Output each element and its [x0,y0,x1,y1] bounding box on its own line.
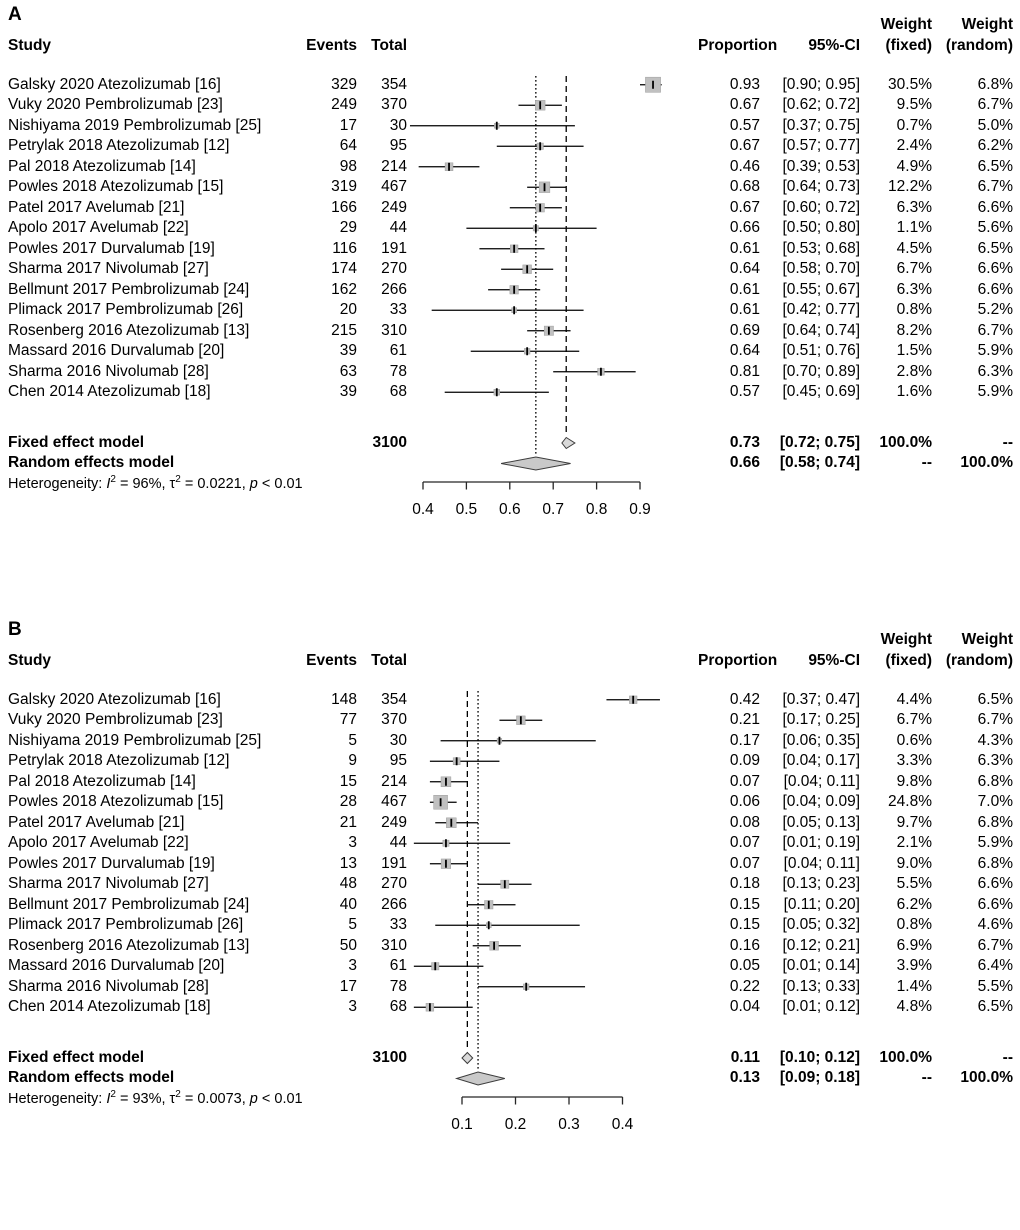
study-total: 310 [381,321,407,339]
axis-tick-label: 0.5 [455,501,478,518]
study-weight-fixed: 6.2% [896,895,932,913]
random-effects-proportion: 0.13 [729,1069,760,1086]
random-effects-weight-fixed: -- [921,454,932,471]
study-weight-fixed: 1.5% [896,342,932,359]
axis-tick-label: 0.4 [611,1116,634,1133]
study-name: Sharma 2017 Nivolumab [27] [8,875,209,892]
header-line-2 [0,652,1020,670]
study-weight-random: 6.7% [977,321,1013,339]
study-events: 98 [339,157,357,175]
study-ci: [0.17; 0.25] [782,711,860,728]
study-weight-random: 6.8% [977,75,1013,93]
study-name: Sharma 2016 Nivolumab [28] [8,362,209,380]
study-total: 249 [381,198,407,216]
study-name: Nishiyama 2019 Pembrolizumab [25] [8,731,262,749]
study-total: 270 [381,875,407,892]
study-name: Vuky 2020 Pembrolizumab [23] [8,711,223,728]
study-name: Sharma 2017 Nivolumab [27] [8,260,209,277]
study-weight-fixed: 2.1% [896,834,932,851]
study-events: 174 [331,260,357,277]
study-proportion: 0.15 [729,895,760,913]
study-proportion: 0.81 [729,362,760,380]
study-weight-random: 5.0% [977,116,1013,134]
study-total: 266 [381,280,407,298]
study-events: 20 [339,301,357,318]
random-effects-diamond [501,457,570,470]
study-name: Chen 2014 Atezolizumab [18] [8,383,211,400]
study-total: 191 [381,239,407,257]
study-proportion: 0.07 [729,772,760,790]
study-events: 329 [331,75,357,93]
study-weight-random: 4.6% [977,916,1013,933]
study-proportion: 0.05 [729,957,760,974]
study-weight-random: 7.0% [977,793,1013,810]
study-events: 17 [339,116,357,134]
study-total: 30 [389,731,407,749]
col-weight-fixed-header: (fixed) [885,37,932,54]
study-events: 215 [331,321,357,339]
col-total-header: Total [371,37,407,54]
study-total: 44 [389,834,407,851]
axis-tick-label: 0.9 [629,501,651,518]
fixed-effect-diamond [562,438,575,449]
study-proportion: 0.68 [729,178,760,195]
study-ci: [0.53; 0.68] [782,239,860,257]
study-ci: [0.04; 0.17] [782,752,860,769]
study-weight-random: 5.9% [977,834,1013,851]
fixed-effect-weight-random: -- [1002,433,1013,451]
study-events: 40 [339,895,357,913]
study-ci: [0.39; 0.53] [782,157,860,175]
study-events: 64 [339,137,357,154]
study-name: Powles 2018 Atezolizumab [15] [8,178,224,195]
study-name: Rosenberg 2016 Atezolizumab [13] [8,321,250,339]
study-events: 29 [339,219,357,236]
study-weight-fixed: 0.6% [896,731,932,749]
study-events: 15 [339,772,357,790]
study-events: 148 [331,690,357,708]
study-events: 319 [331,178,357,195]
fixed-effect-label: Fixed effect model [8,1048,145,1066]
heterogeneity-note: Heterogeneity: $I^2 = 93\%$, $\tau^2 = 0.0073$, p < 0.01 [8,1088,303,1107]
study-weight-fixed: 4.4% [896,690,932,708]
study-total: 61 [389,957,407,974]
study-total: 467 [381,793,407,810]
study-total: 249 [381,813,407,831]
study-total: 78 [389,977,407,995]
axis-tick-label: 0.8 [585,501,608,518]
study-weight-fixed: 8.2% [896,321,932,339]
study-weight-random: 4.3% [977,731,1013,749]
forest-plot-area [405,685,705,1150]
study-weight-fixed: 0.8% [896,301,932,318]
fixed-effect-label: Fixed effect model [8,433,145,451]
heterogeneity-note: Heterogeneity: $I^2 = 96\%$, $\tau^2 = 0.0221$, p < 0.01 [8,473,303,492]
study-events: 5 [348,916,357,933]
study-name: Bellmunt 2017 Pembrolizumab [24] [8,280,250,298]
study-events: 3 [348,998,357,1015]
study-total: 310 [381,936,407,954]
study-name: Vuky 2020 Pembrolizumab [23] [8,96,223,113]
study-weight-fixed: 6.3% [896,280,932,298]
study-ci: [0.12; 0.21] [782,936,860,954]
study-name: Massard 2016 Durvalumab [20] [8,957,225,974]
study-name: Powles 2017 Durvalumab [19] [8,239,215,257]
study-weight-random: 6.7% [977,711,1013,728]
study-name: Apolo 2017 Avelumab [22] [8,219,189,236]
study-events: 21 [339,813,357,831]
random-effects-proportion: 0.66 [729,454,760,471]
study-name: Galsky 2020 Atezolizumab [16] [8,75,221,93]
fixed-effect-proportion: 0.11 [730,1048,760,1066]
random-effects-weight-fixed: -- [921,1069,932,1086]
study-weight-random: 6.3% [977,752,1013,769]
study-proportion: 0.57 [729,116,760,134]
study-events: 166 [331,198,357,216]
study-total: 214 [381,157,407,175]
study-weight-fixed: 1.4% [896,977,932,995]
study-proportion: 0.61 [729,239,760,257]
axis-tick-label: 0.3 [558,1116,580,1133]
study-weight-fixed: 0.7% [896,116,932,134]
col-events-header: Events [306,652,357,669]
study-proportion: 0.16 [729,936,760,954]
study-name: Powles 2018 Atezolizumab [15] [8,793,224,810]
study-weight-fixed: 4.5% [896,239,932,257]
study-name: Petrylak 2018 Atezolizumab [12] [8,137,230,154]
panel-label: A [8,4,22,25]
col-weight-random-header: Weight [961,16,1013,33]
study-total: 95 [389,752,407,769]
study-ci: [0.57; 0.77] [782,137,860,154]
study-weight-random: 5.6% [977,219,1013,236]
study-ci: [0.13; 0.33] [782,977,860,995]
study-name: Plimack 2017 Pembrolizumab [26] [8,916,244,933]
study-events: 17 [339,977,357,995]
study-proportion: 0.61 [729,301,760,318]
col-ci-header: 95%-CI [808,652,860,669]
axis-tick-label: 0.7 [542,501,564,518]
study-proportion: 0.67 [729,96,760,113]
col-weight-fixed-header: (fixed) [885,652,932,669]
study-ci: [0.42; 0.77] [782,301,860,318]
forest-plot-area [405,70,705,535]
study-ci: [0.04; 0.09] [782,793,860,810]
col-study-header: Study [8,37,52,54]
study-weight-fixed: 0.8% [896,916,932,933]
study-events: 39 [339,383,357,400]
study-proportion: 0.07 [729,854,760,872]
study-weight-fixed: 4.8% [896,998,932,1015]
study-ci: [0.01; 0.12] [782,998,860,1015]
header-line-1 [0,631,1020,649]
study-name: Patel 2017 Avelumab [21] [8,198,185,216]
study-ci: [0.05; 0.13] [782,813,860,831]
study-name: Rosenberg 2016 Atezolizumab [13] [8,936,250,954]
study-events: 3 [348,834,357,851]
fixed-effect-weight-fixed: 100.0% [879,433,932,451]
study-events: 116 [332,239,357,257]
study-weight-fixed: 4.9% [896,157,932,175]
col-proportion-header: Proportion [698,37,778,54]
study-weight-fixed: 5.5% [896,875,932,892]
study-weight-random: 6.6% [977,198,1013,216]
study-proportion: 0.22 [729,977,760,995]
study-ci: [0.04; 0.11] [783,772,860,790]
study-total: 33 [389,301,407,318]
study-proportion: 0.15 [729,916,760,933]
study-name: Galsky 2020 Atezolizumab [16] [8,690,221,708]
study-ci: [0.90; 0.95] [782,75,860,93]
fixed-effect-diamond [462,1053,473,1064]
study-proportion: 0.66 [729,219,760,236]
study-ci: [0.04; 0.11] [783,854,860,872]
panel-label: B [8,619,22,640]
header-line-2 [0,37,1020,55]
study-total: 61 [389,342,407,359]
study-name: Powles 2017 Durvalumab [19] [8,854,215,872]
study-weight-random: 6.7% [977,178,1013,195]
study-total: 354 [381,690,407,708]
fixed-effect-weight-random: -- [1002,1048,1013,1066]
col-ci-header: 95%-CI [808,37,860,54]
study-proportion: 0.64 [729,342,760,359]
study-total: 370 [381,711,407,728]
study-total: 370 [381,96,407,113]
study-proportion: 0.07 [729,834,760,851]
random-effects-diamond [457,1072,505,1085]
study-proportion: 0.61 [729,280,760,298]
header-line-1 [0,16,1020,34]
col-weight-fixed-header: Weight [880,16,932,33]
study-events: 50 [339,936,357,954]
study-total: 214 [381,772,407,790]
fixed-effect-total: 3100 [372,433,407,451]
study-events: 48 [339,875,357,892]
study-name: Massard 2016 Durvalumab [20] [8,342,225,359]
study-name: Plimack 2017 Pembrolizumab [26] [8,301,244,318]
study-events: 63 [339,362,357,380]
study-ci: [0.50; 0.80] [782,219,860,236]
axis-tick-label: 0.4 [412,501,434,518]
fixed-effect-total: 3100 [372,1048,407,1066]
random-effects-weight-random: 100.0% [960,454,1013,471]
study-proportion: 0.21 [729,711,760,728]
study-ci: [0.05; 0.32] [782,916,860,933]
study-name: Pal 2018 Atezolizumab [14] [8,157,196,175]
study-name: Apolo 2017 Avelumab [22] [8,834,189,851]
study-proportion: 0.64 [729,260,760,277]
random-effects-weight-random: 100.0% [960,1069,1013,1086]
study-proportion: 0.67 [729,137,760,154]
study-total: 44 [389,219,407,236]
fixed-effect-ci: [0.72; 0.75] [779,433,860,451]
study-ci: [0.64; 0.73] [782,178,860,195]
study-weight-fixed: 6.3% [896,198,932,216]
study-weight-random: 6.5% [977,690,1013,708]
forest-panel-b [0,615,1020,1230]
study-total: 95 [389,137,407,154]
study-proportion: 0.69 [729,321,760,339]
study-events: 28 [339,793,357,810]
study-ci: [0.01; 0.19] [782,834,860,851]
study-ci: [0.13; 0.23] [782,875,860,892]
col-weight-random-header: (random) [945,652,1013,669]
col-events-header: Events [306,37,357,54]
study-events: 249 [331,96,357,113]
study-weight-random: 6.3% [977,362,1013,380]
study-weight-fixed: 9.0% [896,854,932,872]
col-weight-random-header: (random) [945,37,1013,54]
study-proportion: 0.46 [729,157,760,175]
study-weight-random: 6.4% [977,957,1013,974]
study-ci: [0.70; 0.89] [782,362,860,380]
study-events: 5 [348,731,357,749]
study-ci: [0.62; 0.72] [782,96,860,113]
study-events: 39 [339,342,357,359]
study-total: 354 [381,75,407,93]
study-proportion: 0.04 [729,998,760,1015]
study-name: Chen 2014 Atezolizumab [18] [8,998,211,1015]
axis-tick-label: 0.2 [504,1116,527,1133]
study-events: 13 [339,854,357,872]
study-total: 68 [389,383,407,400]
study-weight-fixed: 1.6% [896,383,932,400]
study-total: 467 [381,178,407,195]
col-weight-random-header: Weight [961,631,1013,648]
study-weight-random: 6.5% [977,157,1013,175]
study-ci: [0.64; 0.74] [782,321,860,339]
study-proportion: 0.09 [729,752,760,769]
study-name: Petrylak 2018 Atezolizumab [12] [8,752,230,769]
study-weight-random: 6.7% [977,96,1013,113]
study-ci: [0.45; 0.69] [782,383,860,400]
study-weight-fixed: 3.9% [896,957,932,974]
random-effects-label: Random effects model [8,1069,175,1086]
study-weight-fixed: 1.1% [896,219,932,236]
study-weight-random: 5.2% [977,301,1013,318]
study-weight-random: 5.9% [977,383,1013,400]
study-ci: [0.01; 0.14] [782,957,860,974]
study-name: Patel 2017 Avelumab [21] [8,813,185,831]
study-weight-random: 6.8% [977,772,1013,790]
study-total: 266 [381,895,407,913]
study-proportion: 0.08 [729,813,760,831]
study-weight-fixed: 6.9% [896,936,932,954]
study-total: 78 [389,362,407,380]
study-weight-random: 6.6% [977,895,1013,913]
random-effects-label: Random effects model [8,454,175,471]
study-total: 30 [389,116,407,134]
random-effects-ci: [0.09; 0.18] [779,1069,860,1086]
study-proportion: 0.17 [729,731,760,749]
study-weight-random: 6.7% [977,936,1013,954]
axis-tick-label: 0.6 [499,501,521,518]
study-events: 3 [348,957,357,974]
study-ci: [0.58; 0.70] [782,260,860,277]
study-ci: [0.60; 0.72] [782,198,860,216]
study-weight-random: 5.5% [977,977,1013,995]
study-events: 162 [331,280,357,298]
study-weight-random: 6.8% [977,813,1013,831]
study-name: Sharma 2016 Nivolumab [28] [8,977,209,995]
study-proportion: 0.57 [729,383,760,400]
study-weight-random: 6.6% [977,260,1013,277]
study-weight-fixed: 9.8% [896,772,932,790]
study-proportion: 0.06 [729,793,760,810]
study-events: 9 [348,752,357,769]
study-total: 33 [389,916,407,933]
study-weight-fixed: 24.8% [888,793,932,810]
fixed-effect-weight-fixed: 100.0% [879,1048,932,1066]
study-weight-fixed: 12.2% [888,178,932,195]
study-proportion: 0.18 [729,875,760,892]
fixed-effect-proportion: 0.73 [729,433,760,451]
study-weight-fixed: 2.4% [896,137,932,154]
study-proportion: 0.42 [729,690,760,708]
study-weight-fixed: 9.5% [896,96,932,113]
study-weight-fixed: 6.7% [896,260,932,277]
study-ci: [0.11; 0.20] [783,895,860,913]
study-name: Pal 2018 Atezolizumab [14] [8,772,196,790]
study-weight-fixed: 9.7% [896,813,932,831]
study-name: Bellmunt 2017 Pembrolizumab [24] [8,895,250,913]
study-ci: [0.37; 0.47] [782,690,860,708]
axis-tick-label: 0.1 [451,1116,473,1133]
col-total-header: Total [371,652,407,669]
col-study-header: Study [8,652,52,669]
study-ci: [0.51; 0.76] [782,342,860,359]
study-name: Nishiyama 2019 Pembrolizumab [25] [8,116,262,134]
study-proportion: 0.93 [729,75,760,93]
study-weight-random: 5.9% [977,342,1013,359]
study-weight-random: 6.6% [977,875,1013,892]
study-total: 191 [381,854,407,872]
study-weight-fixed: 2.8% [896,362,932,380]
study-weight-fixed: 6.7% [896,711,932,728]
study-weight-random: 6.5% [977,998,1013,1015]
study-weight-fixed: 3.3% [896,752,932,769]
study-total: 270 [381,260,407,277]
study-weight-random: 6.6% [977,280,1013,298]
study-weight-random: 6.5% [977,239,1013,257]
study-events: 77 [339,711,357,728]
study-weight-random: 6.2% [977,137,1013,154]
study-ci: [0.37; 0.75] [782,116,860,134]
random-effects-ci: [0.58; 0.74] [779,454,860,471]
col-weight-fixed-header: Weight [880,631,932,648]
study-ci: [0.06; 0.35] [782,731,860,749]
study-weight-random: 6.8% [977,854,1013,872]
study-proportion: 0.67 [729,198,760,216]
study-weight-fixed: 30.5% [888,75,932,93]
study-ci: [0.55; 0.67] [782,280,860,298]
study-total: 68 [389,998,407,1015]
fixed-effect-ci: [0.10; 0.12] [779,1048,860,1066]
col-proportion-header: Proportion [698,652,778,669]
